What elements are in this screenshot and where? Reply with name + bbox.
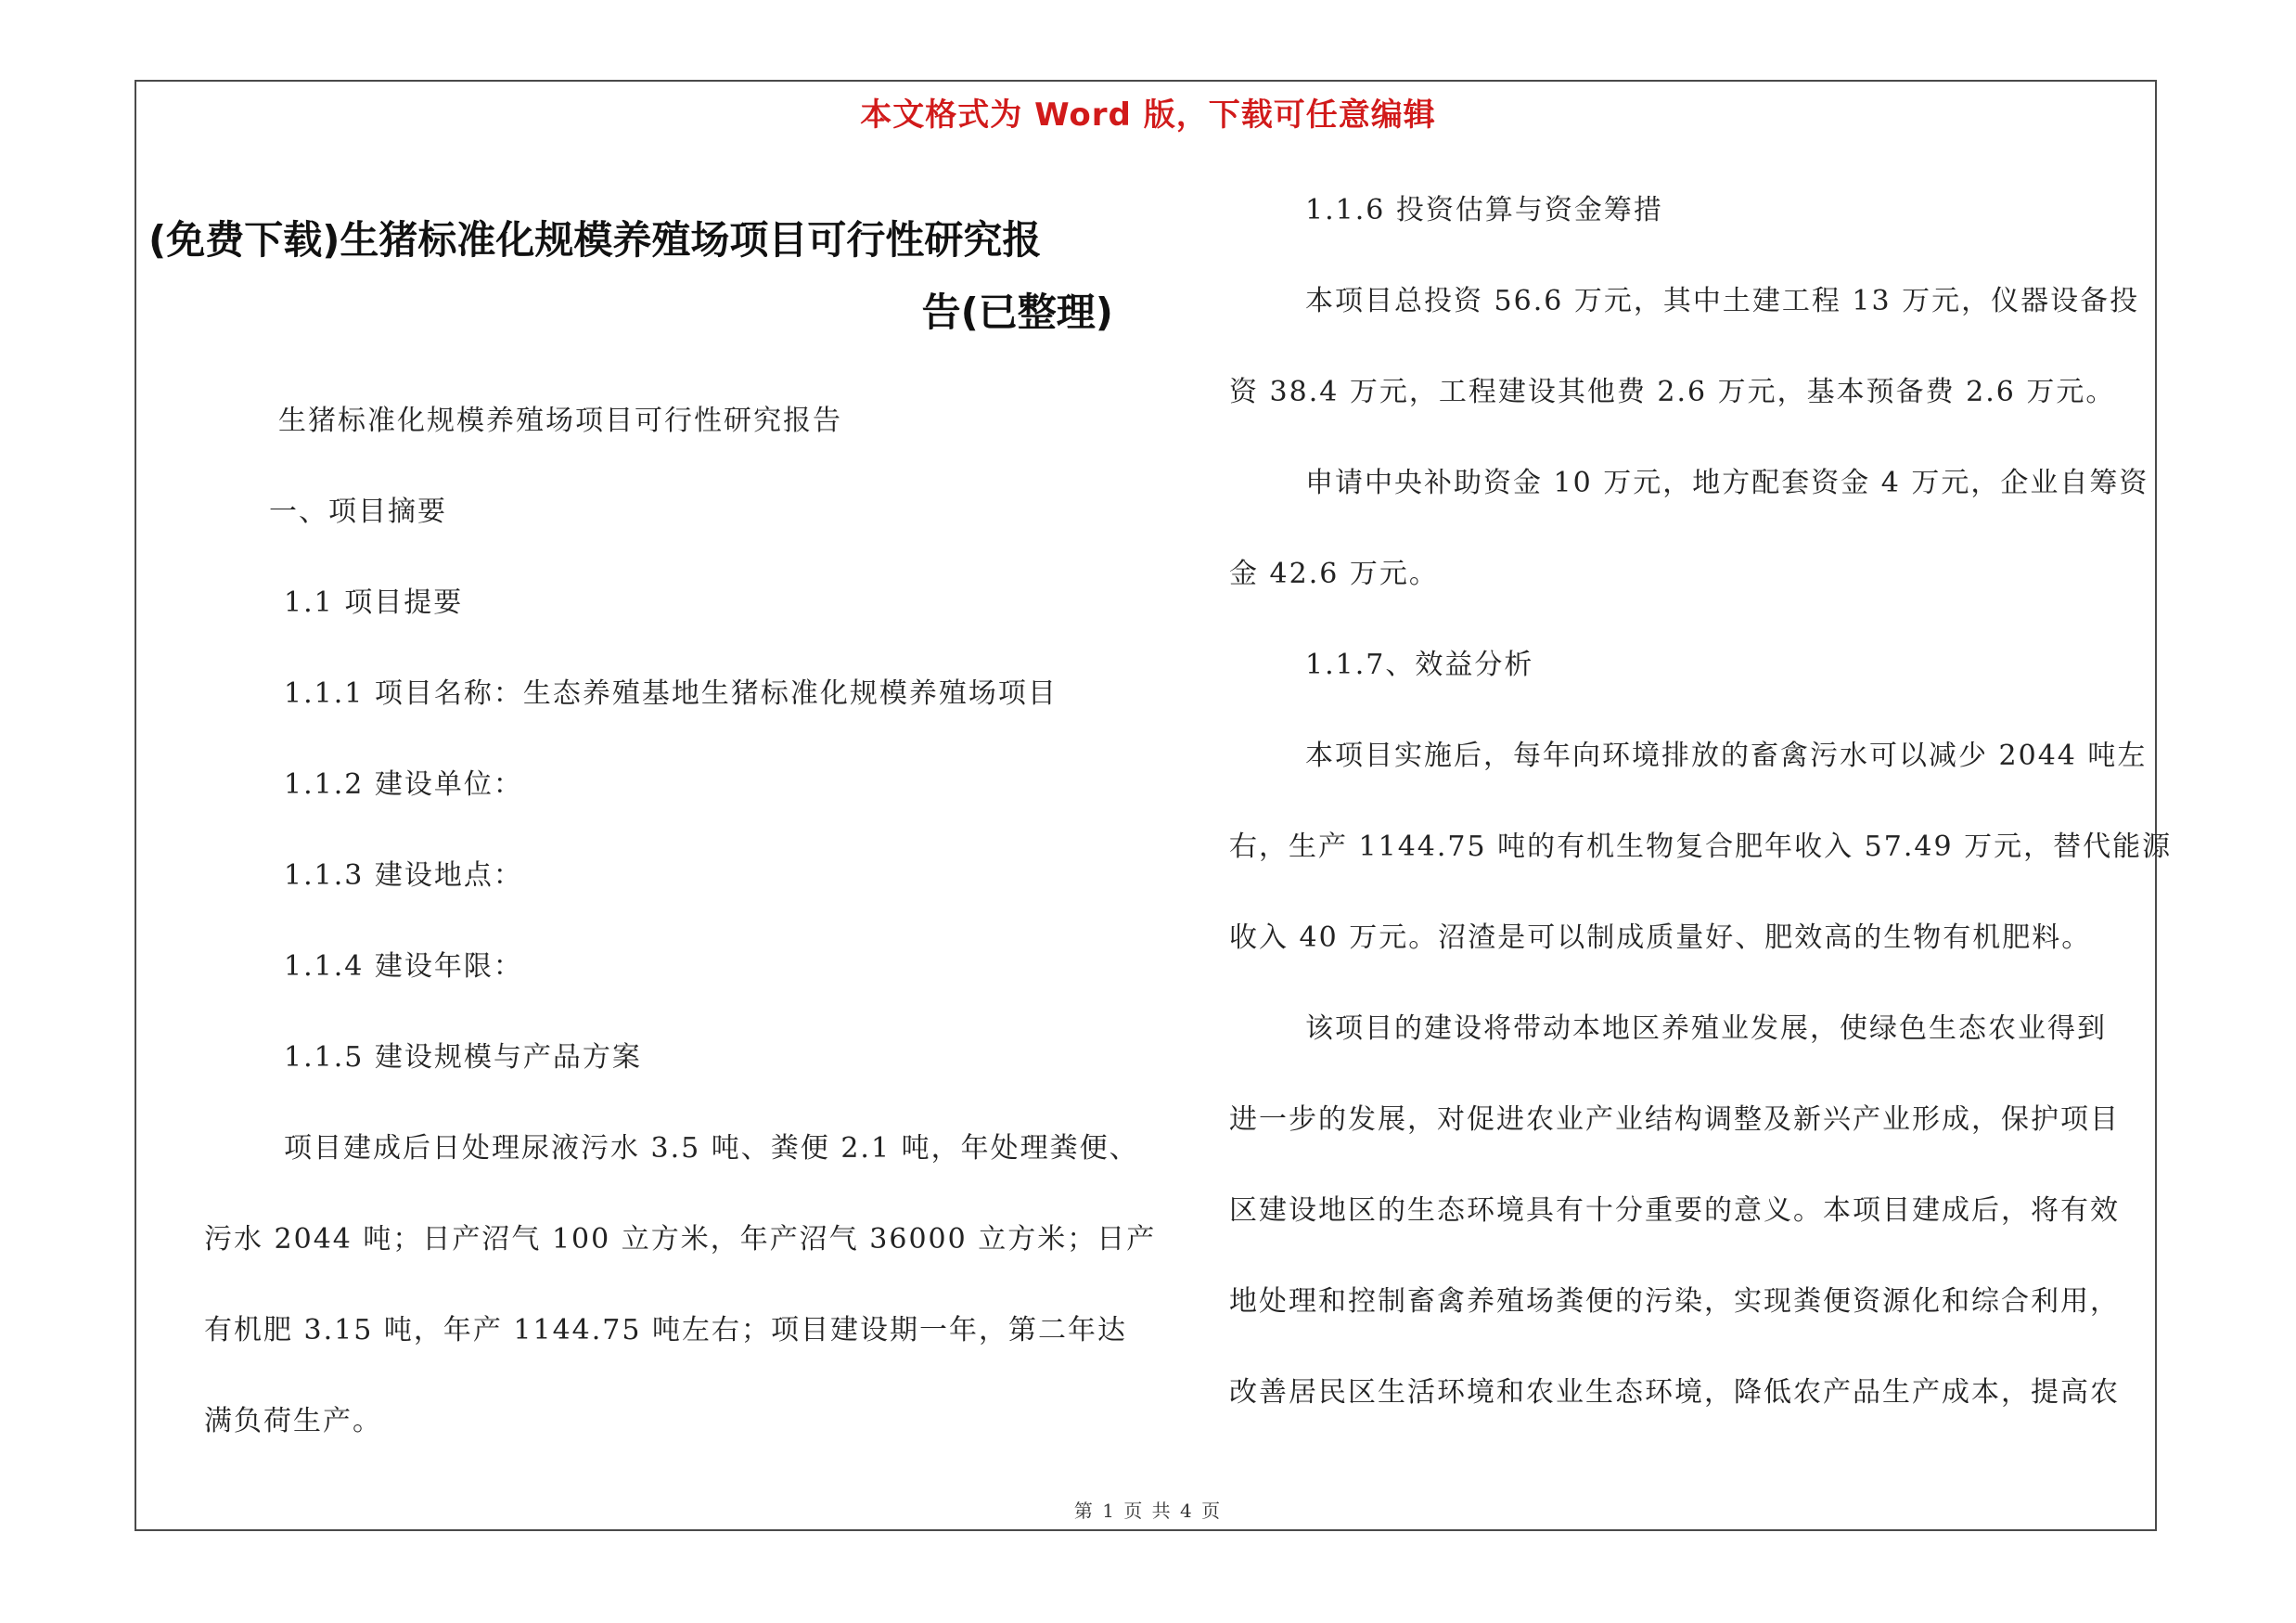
page-number-footer: 第 1 页 共 4 页 [1073, 1500, 1223, 1522]
paragraph-line: 本项目实施后，每年向环境排放的畜禽污水可以减少 2044 吨左 [1305, 740, 2148, 772]
paragraph-line: 项目建成后日处理尿液污水 3.5 吨、粪便 2.1 吨，年处理粪便、 [284, 1132, 1139, 1165]
heading-1-1-5: 1.1.5 建设规模与产品方案 [284, 1041, 642, 1074]
paragraph-line: 满负荷生产。 [204, 1405, 382, 1437]
left-column [204, 376, 1169, 1467]
heading-1-1-4: 1.1.4 建设年限： [284, 950, 523, 983]
title-line-2: 告(已整理) [921, 290, 1113, 335]
report-subtitle: 生猪标准化规模养殖场项目可行性研究报告 [278, 405, 842, 437]
scale-paragraph [204, 1103, 1169, 1467]
title-line-1: (免费下载)生猪标准化规模养殖场项目可行性研究报 [148, 217, 1042, 263]
paragraph-line: 右，生产 1144.75 吨的有机生物复合肥年收入 57.49 万元，替代能源 [1229, 831, 2173, 863]
paragraph-line: 该项目的建设将带动本地区养殖业发展，使绿色生态农业得到 [1305, 1012, 2107, 1045]
benefit-paragraph [1229, 711, 2173, 984]
heading-1-1-1: 1.1.1 项目名称：生态养殖基地生猪标准化规模养殖场项目 [284, 677, 1058, 710]
document-title [148, 204, 1132, 349]
paragraph-line: 申请中央补助资金 10 万元，地方配套资金 4 万元，企业自筹资 [1305, 467, 2149, 499]
right-column [1229, 165, 2173, 1438]
paragraph-line: 地处理和控制畜禽养殖场粪便的污染，实现粪便资源化和综合利用， [1229, 1285, 2120, 1318]
paragraph-line: 收入 40 万元。沼渣是可以制成质量好、肥效高的生物有机肥料。 [1229, 921, 2092, 954]
section-heading-summary: 一、项目摘要 [269, 496, 447, 528]
heading-1-1-2: 1.1.2 建设单位： [284, 768, 523, 801]
paragraph-line: 有机肥 3.15 吨，年产 1144.75 吨左右；项目建设期一年，第二年达 [204, 1314, 1127, 1346]
paragraph-line: 进一步的发展，对促进农业产业结构调整及新兴产业形成，保护项目 [1229, 1103, 2120, 1136]
heading-1-1-7: 1.1.7、效益分析 [1305, 649, 1534, 681]
paragraph-line: 污水 2044 吨；日产沼气 100 立方米，年产沼气 36000 立方米；日产 [204, 1223, 1157, 1256]
impact-paragraph [1229, 984, 2157, 1438]
investment-paragraph [1229, 256, 2157, 438]
heading-1-1-3: 1.1.3 建设地点： [284, 859, 523, 892]
paragraph-line: 改善居民区生活环境和农业生态环境，降低农产品生产成本，提高农 [1229, 1376, 2120, 1409]
heading-1-1-6: 1.1.6 投资估算与资金筹措 [1305, 194, 1663, 226]
heading-1-1: 1.1 项目提要 [284, 586, 464, 619]
word-format-banner: 本文格式为 Word 版，下载可任意编辑 [860, 97, 1436, 134]
paragraph-line: 金 42.6 万元。 [1229, 558, 1439, 590]
funding-paragraph [1229, 438, 2157, 620]
paragraph-line: 资 38.4 万元，工程建设其他费 2.6 万元，基本预备费 2.6 万元。 [1229, 376, 2116, 408]
paragraph-line: 本项目总投资 56.6 万元，其中土建工程 13 万元，仪器设备投 [1305, 285, 2140, 317]
paragraph-line: 区建设地区的生态环境具有十分重要的意义。本项目建成后，将有效 [1229, 1194, 2120, 1227]
